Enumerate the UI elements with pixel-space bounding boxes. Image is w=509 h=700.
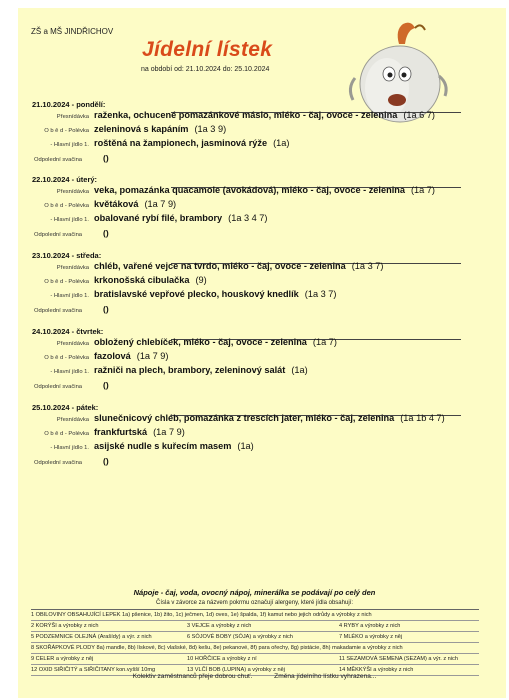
main-dish	[94, 213, 267, 223]
afternoon-row	[0, 228, 509, 242]
allergen-codes: (1a 3 7)	[304, 289, 337, 299]
snack-dish	[94, 185, 435, 195]
allergen-codes: (1a 7)	[312, 337, 337, 347]
soup-row	[0, 351, 509, 365]
page-title: Jídelní lístek	[142, 38, 273, 61]
soup-row	[0, 427, 509, 441]
main-row	[0, 289, 509, 303]
dish-name: veka, pomazánka quacamole (avokádová), mléko - čaj, ovoce - zelenina	[94, 185, 405, 195]
allergen-item: 3 VEJCE a výrobky z nich	[187, 623, 252, 629]
snack-row	[0, 337, 509, 351]
snack-row	[0, 261, 509, 275]
afternoon-label: Odpolední svačina	[34, 384, 83, 390]
allergen-row	[31, 654, 479, 665]
allergen-item: 10 HOŘČICE a výrobky z ní	[187, 656, 257, 662]
main-row	[0, 365, 509, 379]
snack-row	[0, 185, 509, 199]
allergen-codes: (1a 6 7)	[403, 110, 435, 120]
dish-name: fazolová	[94, 351, 131, 361]
snack-label: Přesnídávka	[56, 341, 89, 347]
allergen-codes: (9)	[195, 275, 207, 285]
main-label: - Hlavní jídlo 1.	[50, 293, 89, 299]
dish-name: frankfurtská	[94, 427, 148, 437]
soup-row	[0, 124, 509, 138]
day-heading: 21.10.2024 - pondělí:	[32, 100, 106, 109]
main-dish	[94, 138, 289, 148]
allergen-codes: (1a 1b 4 7)	[400, 413, 445, 423]
main-row	[0, 138, 509, 152]
day-heading: 23.10.2024 - středa:	[32, 251, 102, 260]
allergen-note: Čísla v závorce za názvem pokrmu označují alergeny, které jídla obsahují:	[156, 600, 353, 606]
allergen-item: 8 SKOŘÁPKOVÉ PLODY 8a) mandle, 8b) lískové, 8c) vlašské, 8d) kešu, 8e) pekanové, 8f) para ořechy, 8g) pistácie, 8h) makadamie a výrobky z nich	[31, 645, 403, 651]
allergen-codes: (1a 3 7)	[351, 261, 384, 271]
allergen-row	[31, 610, 479, 621]
main-label: - Hlavní jídlo 1.	[50, 217, 89, 223]
snack-label: Přesnídávka	[56, 189, 89, 195]
footer-wish: Kolektiv zaměstnanců přeje dobrou chuť.	[132, 673, 253, 680]
allergen-codes: (1a 7 9)	[153, 427, 185, 437]
dish-name: obalované rybí filé, brambory	[94, 213, 223, 223]
snack-dish	[94, 413, 445, 423]
dish-name: bratislavské vepřové plecko, houskový knedlík	[94, 289, 299, 299]
allergen-codes: (1a 3 4 7)	[228, 213, 268, 223]
dish-name: chléb, vařené vejce na tvrdo, mléko - čaj, ovoce - zelenina	[94, 261, 346, 271]
dish-name: asijské nudle s kuřecím masem	[94, 441, 232, 451]
dish-name: raženka, ochucené pomazánkové máslo, mléko - čaj, ovoce - zelenina	[94, 110, 398, 120]
soup-dish	[94, 124, 226, 134]
allergen-item: 13 VLČÍ BOB (LUPINA) a výrobky z něj	[187, 667, 285, 673]
dish-name: obložený chlebíček, mléko - čaj, ovoce - zelenina	[94, 337, 307, 347]
main-row	[0, 213, 509, 227]
allergen-table	[31, 609, 479, 676]
main-row	[0, 441, 509, 455]
main-dish	[94, 289, 336, 299]
afternoon-label: Odpolední svačina	[34, 460, 83, 466]
snack-label: Přesnídávka	[56, 417, 89, 423]
afternoon-label: Odpolední svačina	[34, 232, 83, 238]
allergen-item: 11 SEZAMOVÁ SEMENA (SEZAM) a výr. z nich	[339, 656, 458, 662]
allergen-item: 12 OXID SIŘIČITÝ a SIŘIČITANY kon.vyšší 10mg	[31, 667, 156, 673]
afternoon-label: Odpolední svačina	[34, 157, 83, 163]
afternoon-row	[0, 153, 509, 167]
afternoon-row	[0, 456, 509, 470]
soup-dish	[94, 427, 185, 437]
allergen-item: 1 OBILOVINY OBSAHUJÍCÍ LEPEK 1a) pšenice, 1b) žito, 1c) ječmen, 1d) oves, 1e) špalda, 1f) kamut nebo jejich odrůdy a výrobky z nich	[31, 612, 372, 618]
dish-name: krkonošská cibulačka	[94, 275, 190, 285]
dish-name: zeleninová s kapáním	[94, 124, 189, 134]
allergen-item: 4 RYBY a výrobky z nich	[339, 623, 401, 629]
snack-label: Přesnídávka	[56, 265, 89, 271]
main-label: - Hlavní jídlo 1.	[50, 142, 89, 148]
afternoon-row	[0, 304, 509, 318]
snack-dish	[94, 110, 435, 120]
footer	[0, 673, 509, 680]
allergen-item: 2 KORÝŠI a výrobky z nich	[31, 623, 99, 629]
soup-row	[0, 199, 509, 213]
snack-row	[0, 413, 509, 427]
allergen-codes: (1a)	[291, 365, 308, 375]
afternoon-value: ()	[103, 304, 109, 314]
afternoon-row	[0, 380, 509, 394]
menu-period: na období od: 21.10.2024 do: 25.10.2024	[141, 66, 270, 73]
allergen-row	[31, 632, 479, 643]
dish-name: roštěná na žampionech, jasminová rýže	[94, 138, 268, 148]
snack-dish	[94, 337, 337, 347]
soup-label: O b ě d - Polévka	[44, 279, 89, 285]
afternoon-value: ()	[103, 153, 109, 163]
soup-dish	[94, 199, 176, 209]
main-dish	[94, 365, 308, 375]
allergen-codes: (1a 7 9)	[136, 351, 169, 361]
soup-dish	[94, 275, 207, 285]
dish-name: květáková	[94, 199, 139, 209]
allergen-codes: (1a 7 9)	[144, 199, 177, 209]
allergen-codes: (1a)	[273, 138, 290, 148]
day-heading: 22.10.2024 - úterý:	[32, 175, 98, 184]
school-name: ZŠ a MŠ JINDŘICHOV	[31, 27, 114, 36]
allergen-item: 7 MLÉKO a výrobky z něj	[339, 634, 403, 640]
snack-dish	[94, 261, 383, 271]
day-heading: 24.10.2024 - čtvrtek:	[32, 327, 104, 336]
snack-label: Přesnídávka	[56, 114, 89, 120]
soup-label: O b ě d - Polévka	[44, 128, 89, 134]
footer-change-note: Změna jídelního lístku vyhrazena...	[274, 673, 377, 680]
soup-label: O b ě d - Polévka	[44, 355, 89, 361]
main-label: - Hlavní jídlo 1.	[50, 445, 89, 451]
soup-dish	[94, 351, 168, 361]
allergen-item: 9 CELER a výrobky z něj	[31, 656, 94, 662]
allergen-codes: (1a 7)	[410, 185, 435, 195]
afternoon-value: ()	[103, 228, 109, 238]
allergen-codes: (1a 3 9)	[194, 124, 227, 134]
dish-name: slunečnicový chléb, pomazánka z trescích jater, mléko - čaj, zelenina	[94, 413, 395, 423]
afternoon-label: Odpolední svačina	[34, 308, 83, 314]
allergen-row	[31, 643, 479, 654]
soup-row	[0, 275, 509, 289]
afternoon-value: ()	[103, 456, 109, 466]
allergen-item: 14 MĚKKÝŠI a výrobky z nich	[339, 667, 414, 673]
snack-row	[0, 110, 509, 124]
afternoon-value: ()	[103, 380, 109, 390]
drinks-note: Nápoje - čaj, voda, ovocný nápoj, minerálka se podávají po celý den	[133, 588, 376, 597]
allergen-item: 6 SÓJOVÉ BOBY (SÓJA) a výrobky z nich	[187, 634, 293, 640]
main-dish	[94, 441, 254, 451]
main-label: - Hlavní jídlo 1.	[50, 369, 89, 375]
day-heading: 25.10.2024 - pátek:	[32, 403, 99, 412]
allergen-row	[31, 621, 479, 632]
soup-label: O b ě d - Polévka	[44, 431, 89, 437]
soup-label: O b ě d - Polévka	[44, 203, 89, 209]
allergen-codes: (1a)	[237, 441, 254, 451]
allergen-item: 5 PODZEMNICE OLEJNÁ (Arašídy) a výr. z nich	[31, 634, 152, 640]
dish-name: ražniči na plech, brambory, zeleninový salát	[94, 365, 286, 375]
